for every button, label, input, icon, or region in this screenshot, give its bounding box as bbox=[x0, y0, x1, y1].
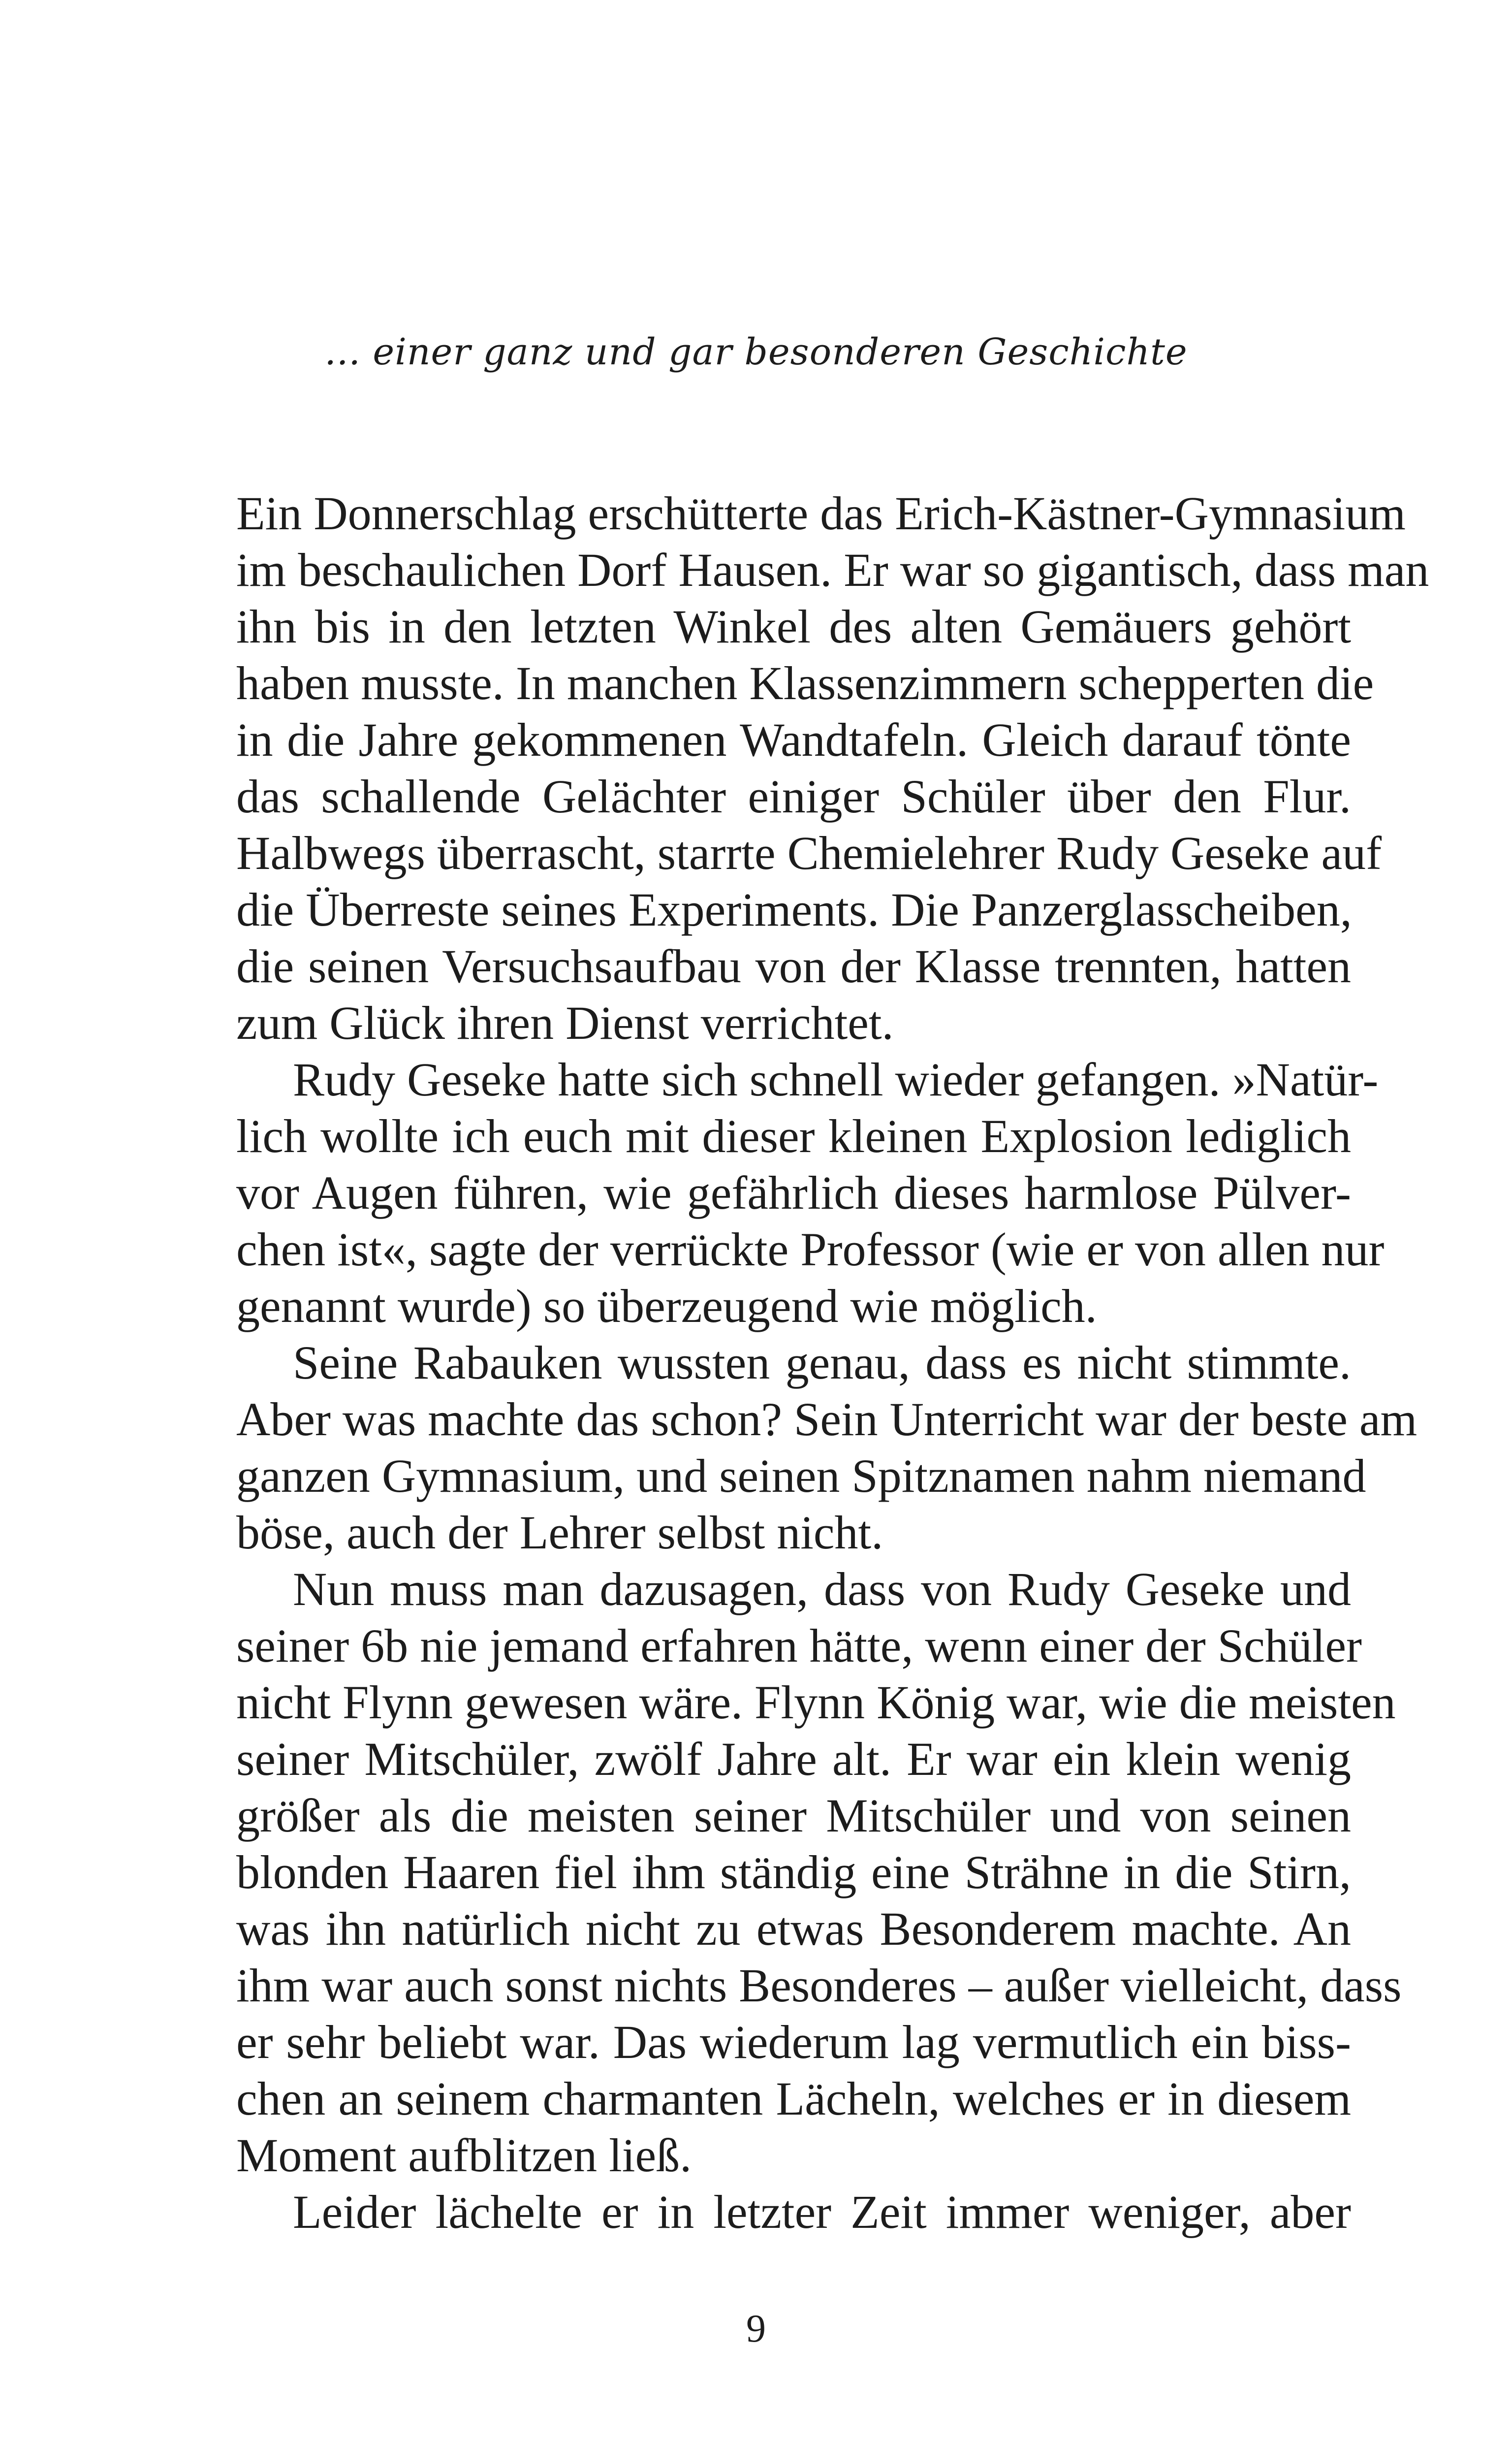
paragraph bbox=[236, 1561, 1402, 2184]
paragraph bbox=[236, 485, 1429, 1051]
text-line: blonden Haaren fiel ihm ständig eine Strähne in die Stirn, bbox=[236, 1846, 1351, 1898]
text-line: Rudy Geseke hatte sich schnell wieder gefangen. »Natür- bbox=[293, 1053, 1379, 1106]
paragraph bbox=[236, 2184, 1351, 2240]
text-line: ihn bis in den letzten Winkel des alten Gemäuers gehört bbox=[236, 600, 1351, 653]
text-line: nicht Flynn gewesen wäre. Flynn König war, wie die meisten bbox=[236, 1676, 1396, 1729]
text-line: größer als die meisten seiner Mitschüler und von seinen bbox=[236, 1789, 1351, 1842]
body-text bbox=[236, 485, 1429, 2240]
text-line: böse, auch der Lehrer selbst nicht. bbox=[236, 1506, 883, 1559]
paragraph bbox=[236, 1051, 1385, 1334]
text-line: ganzen Gymnasium, und seinen Spitznamen nahm niemand bbox=[236, 1449, 1366, 1502]
text-line: in die Jahre gekommenen Wandtafeln. Gleich darauf tönte bbox=[236, 713, 1351, 766]
page-number: 9 bbox=[746, 2307, 766, 2350]
paragraph bbox=[236, 1334, 1418, 1561]
text-line: Seine Rabauken wussten genau, dass es nicht stimmte. bbox=[293, 1336, 1351, 1389]
text-line: Nun muss man dazusagen, dass von Rudy Geseke und bbox=[293, 1563, 1351, 1615]
chapter-title: ... einer ganz und gar besonderen Geschichte bbox=[324, 331, 1188, 373]
text-line: Leider lächelte er in letzter Zeit immer weniger, aber bbox=[293, 2186, 1351, 2238]
text-line: zum Glück ihren Dienst verrichtet. bbox=[236, 996, 894, 1049]
text-line: die Überreste seines Experiments. Die Panzerglasscheiben, bbox=[236, 883, 1352, 936]
text-line: chen ist«, sagte der verrückte Professor (wie er von allen nur bbox=[236, 1223, 1385, 1276]
text-line: chen an seinem charmanten Lächeln, welches er in diesem bbox=[236, 2072, 1351, 2125]
text-line: ihm war auch sonst nichts Besonderes – außer vielleicht, dass bbox=[236, 1959, 1402, 2012]
text-line: Halbwegs überrascht, starrte Chemielehrer Rudy Geseke auf bbox=[236, 827, 1382, 879]
text-line: lich wollte ich euch mit dieser kleinen Explosion lediglich bbox=[236, 1110, 1351, 1162]
text-line: Ein Donnerschlag erschütterte das Erich-Kästner-Gymnasium bbox=[236, 487, 1406, 540]
text-line: Moment aufblitzen ließ. bbox=[236, 2129, 692, 2182]
text-line: seiner Mitschüler, zwölf Jahre alt. Er war ein klein wenig bbox=[236, 1733, 1351, 1785]
text-line: vor Augen führen, wie gefährlich dieses harmlose Pülver- bbox=[236, 1166, 1351, 1219]
text-line: er sehr beliebt war. Das wiederum lag vermutlich ein biss- bbox=[236, 2016, 1351, 2068]
text-line: im beschaulichen Dorf Hausen. Er war so gigantisch, dass man bbox=[236, 544, 1429, 596]
text-line: genannt wurde) so überzeugend wie möglich. bbox=[236, 1280, 1097, 1332]
text-line: die seinen Versuchsaufbau von der Klasse trennten, hatten bbox=[236, 940, 1351, 993]
text-line: was ihn natürlich nicht zu etwas Besonderem machte. An bbox=[236, 1902, 1351, 1955]
text-line: Aber was machte das schon? Sein Unterricht war der beste am bbox=[236, 1393, 1418, 1446]
text-line: seiner 6b nie jemand erfahren hätte, wenn einer der Schüler bbox=[236, 1619, 1362, 1672]
text-line: haben musste. In manchen Klassenzimmern schepperten die bbox=[236, 657, 1374, 709]
text-line: das schallende Gelächter einiger Schüler über den Flur. bbox=[236, 770, 1351, 823]
